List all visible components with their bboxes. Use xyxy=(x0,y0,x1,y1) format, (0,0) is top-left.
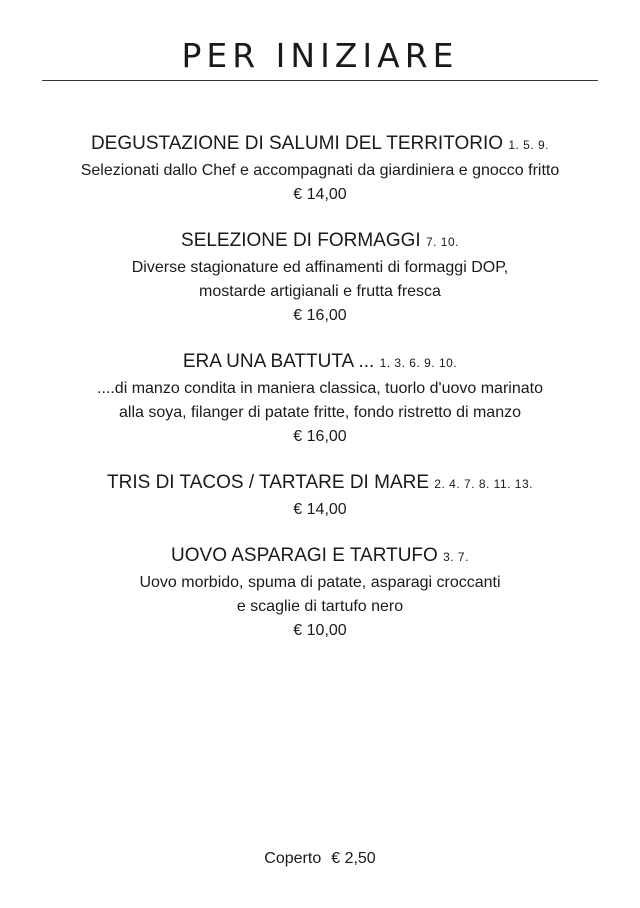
dish-allergens: 1. 5. 9. xyxy=(508,138,550,152)
dish-description: ....di manzo condita in maniera classica, tuorlo d'uovo marinato xyxy=(97,380,543,397)
dish-heading xyxy=(0,348,640,377)
dish-name: DEGUSTAZIONE DI SALUMI DEL TERRITORIO xyxy=(90,133,504,154)
title-divider xyxy=(42,80,598,81)
dish-heading xyxy=(0,469,640,498)
dish-description: mostarde artigianali e frutta fresca xyxy=(199,283,441,300)
dish-heading xyxy=(0,130,640,159)
cover-charge-price: € 2,50 xyxy=(331,850,376,867)
cover-charge xyxy=(0,848,640,870)
dish-name: UOVO ASPARAGI E TARTUFO xyxy=(171,545,438,566)
dish-description: alla soya, filanger di patate fritte, fondo ristretto di manzo xyxy=(119,404,521,421)
dish-description: Selezionati dallo Chef e accompagnati da giardiniera e gnocco fritto xyxy=(80,162,560,179)
dish-description: Diverse stagionature ed affinamenti di formaggi DOP, xyxy=(131,259,509,276)
dish-price: € 16,00 xyxy=(293,307,347,324)
dish-price: € 14,00 xyxy=(293,501,347,518)
menu-item xyxy=(0,130,640,207)
menu-item xyxy=(0,469,640,522)
dish-heading xyxy=(0,542,640,571)
cover-charge-label: Coperto xyxy=(264,850,322,867)
dish-name: TRIS DI TACOS / TARTARE DI MARE xyxy=(107,472,430,493)
dish-heading xyxy=(0,227,640,256)
dish-name: SELEZIONE DI FORMAGGI xyxy=(181,230,421,251)
dish-allergens: 1. 3. 6. 9. 10. xyxy=(379,356,458,370)
section-title: PER INIZIARE xyxy=(181,36,459,75)
menu-list xyxy=(0,130,640,663)
dish-price: € 10,00 xyxy=(293,622,347,639)
dish-name: ERA UNA BATTUTA ... xyxy=(182,351,375,372)
dish-allergens: 2. 4. 7. 8. 11. 13. xyxy=(434,477,533,491)
dish-price: € 14,00 xyxy=(293,186,347,203)
dish-description: Uovo morbido, spuma di patate, asparagi croccanti xyxy=(139,574,501,591)
menu-item xyxy=(0,348,640,449)
menu-item xyxy=(0,542,640,643)
dish-allergens: 3. 7. xyxy=(443,550,469,564)
dish-allergens: 7. 10. xyxy=(425,235,459,249)
dish-description: e scaglie di tartufo nero xyxy=(236,598,404,615)
menu-item xyxy=(0,227,640,328)
dish-price: € 16,00 xyxy=(293,428,347,445)
